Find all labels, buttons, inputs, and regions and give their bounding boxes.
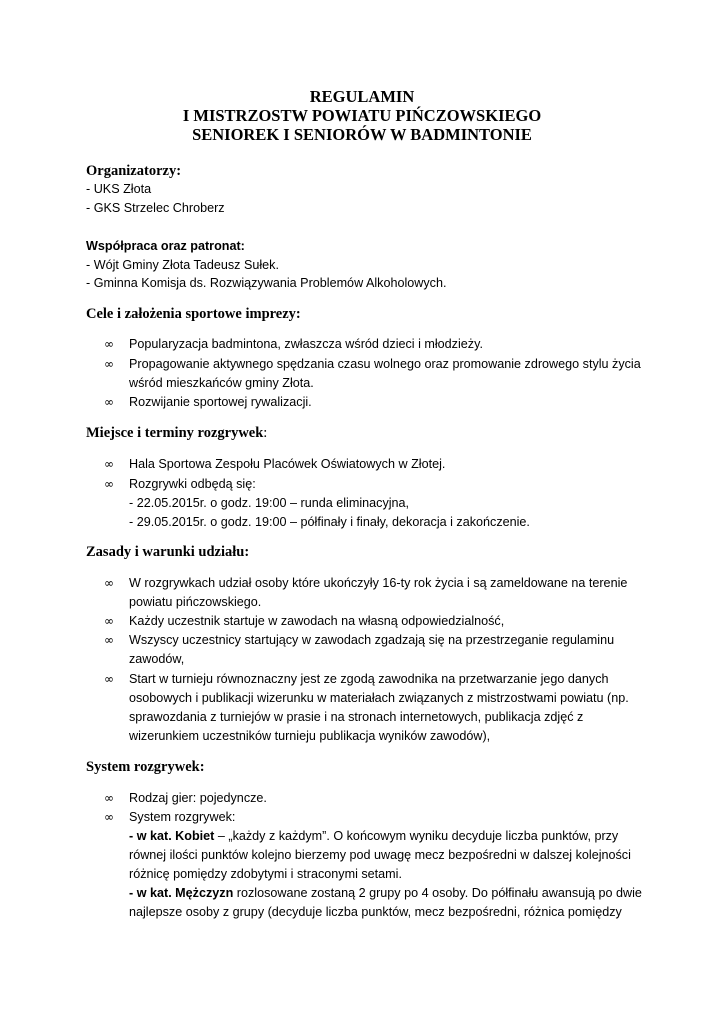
- venue-item: Rozgrywki odbędą się:: [129, 477, 256, 491]
- organizer-item: - UKS Złota: [86, 182, 152, 196]
- venue-item: Hala Sportowa Zespołu Placówek Oświatowych w Złotej.: [129, 457, 446, 471]
- bullet-icon: ∞: [104, 395, 114, 409]
- bullet-icon: ∞: [104, 357, 114, 371]
- rules-item: Start w turnieju równoznaczny jest ze zgodą zawodnika na przetwarzanie jego danych: [129, 672, 609, 686]
- rules-item: Każdy uczestnik startuje w zawodach na własną odpowiedzialność,: [129, 614, 505, 628]
- bullet-icon: ∞: [104, 810, 114, 824]
- goals-item: Rozwijanie sportowej rywalizacji.: [129, 395, 312, 409]
- system-women-cont: różnicę pomiędzy zdobytymi i straconymi setami.: [129, 867, 402, 881]
- organizer-item: - GKS Strzelec Chroberz: [86, 201, 225, 215]
- title-line-3: SENIOREK I SENIORÓW W BADMINTONIE: [192, 125, 532, 144]
- bullet-icon: ∞: [104, 337, 114, 351]
- venue-heading: [86, 424, 267, 442]
- goals-item: Popularyzacja badmintona, zwłaszcza wśród dzieci i młodzieży.: [129, 337, 483, 351]
- patronage-heading: Współpraca oraz patronat:: [86, 239, 245, 253]
- rules-item: Wszyscy uczestnicy startujący w zawodach zgadzają się na przestrzeganie regulaminu: [129, 633, 615, 647]
- bullet-icon: ∞: [104, 791, 114, 805]
- patronage-item: - Wójt Gminy Złota Tadeusz Sułek.: [86, 258, 279, 272]
- system-heading: System rozgrywek:: [86, 759, 205, 775]
- rules-item-cont: zawodów,: [129, 652, 185, 666]
- rules-item-cont: sprawozdania z turniejów w prasie i na stronach internetowych, publikacja zdjęć z: [129, 710, 584, 724]
- bullet-icon: ∞: [104, 477, 114, 491]
- system-item: Rodzaj gier: pojedyncze.: [129, 791, 267, 805]
- system-men-cont: najlepsze osoby z grupy (decyduje liczba punktów, mecz bezpośredni, różnica pomiędzy: [129, 905, 622, 919]
- goals-item-cont: wśród mieszkańców gminy Złota.: [129, 376, 314, 390]
- system-men-label: - w kat. Mężczyzn: [129, 886, 234, 900]
- venue-date: - 29.05.2015r. o godz. 19:00 – półfinały i finały, dekoracja i zakończenie.: [129, 515, 530, 529]
- system-women-text: – „każdy z każdym”. O końcowym wyniku decyduje liczba punktów, przy: [214, 829, 619, 843]
- system-women-line: [129, 827, 618, 845]
- goals-item: Propagowanie aktywnego spędzania czasu wolnego oraz promowanie zdrowego stylu życia: [129, 357, 641, 371]
- venue-heading-colon: :: [263, 425, 268, 441]
- bullet-icon: ∞: [104, 672, 114, 686]
- title-line-2: I MISTRZOSTW POWIATU PIŃCZOWSKIEGO: [182, 106, 542, 125]
- system-men-line: [129, 884, 642, 902]
- system-women-cont: równej ilości punktów kolejno bierzemy pod uwagę mecz bezpośredni w dalszej kolejności: [129, 848, 631, 862]
- rules-item-cont: powiatu pińczowskiego.: [129, 595, 262, 609]
- title-line-1: REGULAMIN: [309, 87, 415, 106]
- bullet-icon: ∞: [104, 576, 114, 590]
- rules-item: W rozgrywkach udział osoby które ukończyły 16-ty rok życia i są zameldowane na terenie: [129, 576, 628, 590]
- rules-heading: Zasady i warunki udziału:: [86, 544, 250, 560]
- bullet-icon: ∞: [104, 614, 114, 628]
- system-women-label: - w kat. Kobiet: [129, 829, 215, 843]
- goals-heading: Cele i założenia sportowe imprezy:: [86, 306, 301, 322]
- rules-item-cont: wizerunkiem uczestników turnieju publikacja wyników zawodów),: [129, 729, 491, 743]
- organizers-heading: Organizatorzy:: [86, 163, 182, 179]
- venue-date: - 22.05.2015r. o godz. 19:00 – runda eliminacyjna,: [129, 496, 410, 510]
- venue-heading-text: Miejsce i terminy rozgrywek: [86, 425, 264, 441]
- bullet-icon: ∞: [104, 457, 114, 471]
- rules-item-cont: osobowych i publikacji wizerunku w materiałach związanych z mistrzostwami powiatu (np.: [129, 691, 629, 705]
- bullet-icon: ∞: [104, 633, 114, 647]
- system-item: System rozgrywek:: [129, 810, 236, 824]
- system-men-text: rozlosowane zostaną 2 grupy po 4 osoby. Do półfinału awansują po dwie: [233, 886, 642, 900]
- patronage-item: - Gminna Komisja ds. Rozwiązywania Problemów Alkoholowych.: [86, 276, 447, 290]
